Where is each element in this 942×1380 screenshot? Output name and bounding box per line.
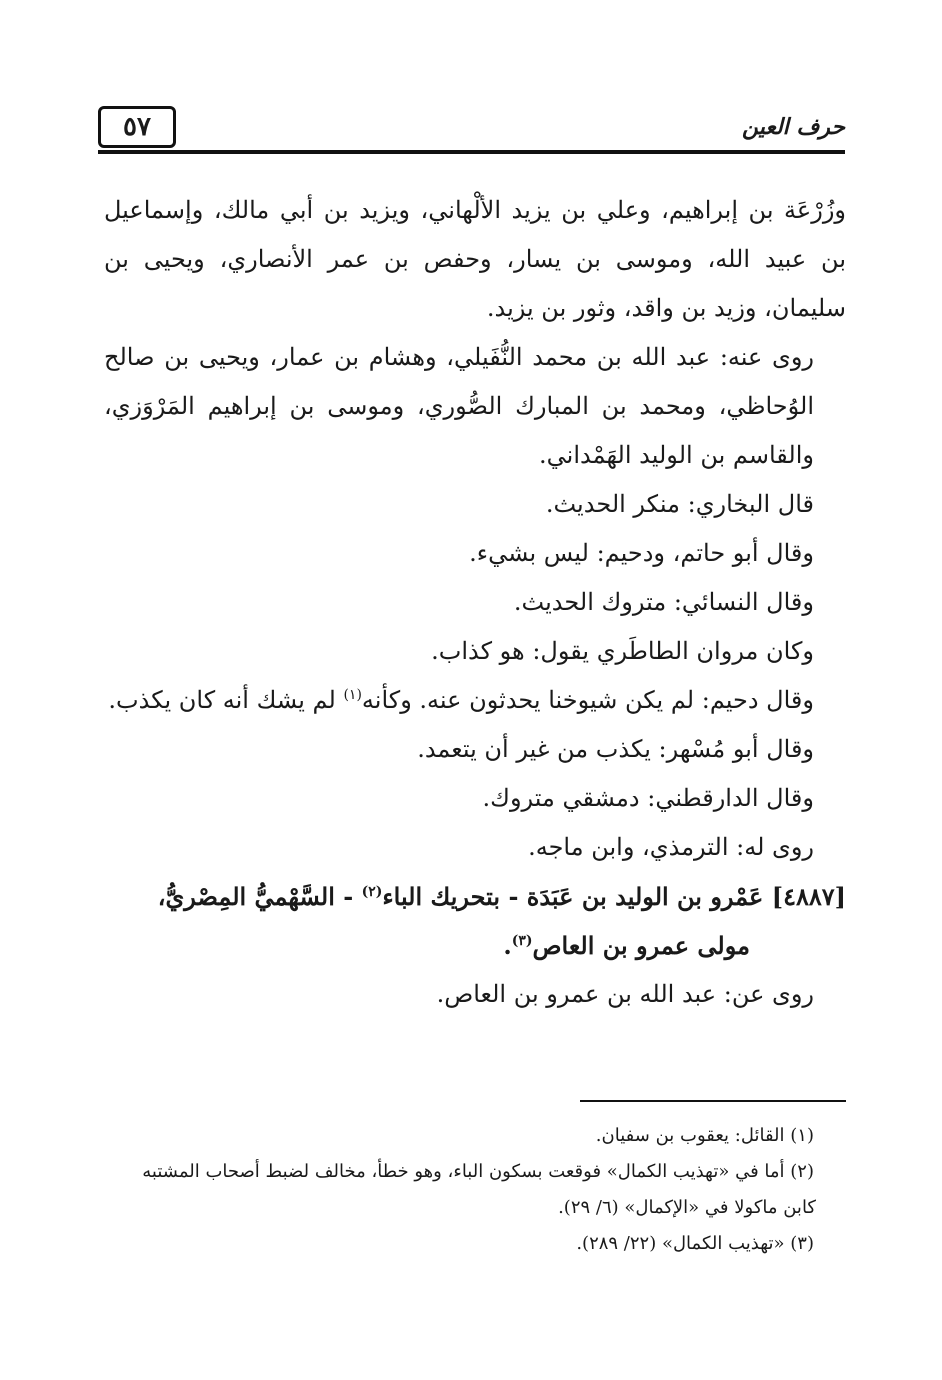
- chapter-title: حرف العين: [741, 114, 845, 140]
- footnote-2: (٢) أما في «تهذيب الكمال» فوقعت بسكون الباء، وهو خطأ، مخالف لضبط أصحاب المشتبه: [142, 1161, 814, 1182]
- footnote-3: (٣) «تهذيب الكمال» (٢٢/ ٢٨٩).: [576, 1233, 814, 1254]
- quote-daraqutni: وقال الدارقطني: دمشقي متروك.: [482, 784, 814, 812]
- footnotes: [104, 1118, 846, 1262]
- narrators-from-him: روى عنه: عبد الله بن محمد النُّفَيلي، وهشام بن عمار، ويحيى بن صالح الوُحاظي، ومحمد بن المبارك الصُّوري، وموسى بن إبراهيم المَرْوَزي، والقاسم بن الوليد الهَمْداني.: [104, 343, 814, 469]
- quote-duhaym-text-b: لم يشك أنه كان يكذب.: [108, 686, 344, 714]
- teachers-list: وزُرْعَة بن إبراهيم، وعلي بن يزيد الألْهاني، ويزيد بن أبي مالك، وإسماعيل بن عبيد الله، وموسى بن يسار، وحفص بن عمر الأنصاري، ويحيى بن سليمان، وزيد بن واقد، وثور بن يزيد.: [104, 196, 846, 322]
- main-text: [104, 186, 846, 1019]
- page-header: [98, 100, 845, 156]
- page-number: ٥٧: [98, 106, 176, 148]
- narrated-by: روى له: الترمذي، وابن ماجه.: [528, 833, 814, 861]
- quote-duhaym: [104, 676, 846, 725]
- footnote-1: (١) القائل: يعقوب بن سفيان.: [595, 1125, 814, 1146]
- footnote-ref-1[interactable]: (١): [343, 687, 362, 703]
- header-rule: [98, 150, 845, 154]
- entry-heading-d: .: [503, 931, 512, 960]
- quote-nasai: وقال النسائي: متروك الحديث.: [513, 588, 814, 616]
- entry-heading: [104, 872, 846, 970]
- footnote-2-continuation: كابن ماكولا في «الإكمال» (٦/ ٢٩).: [558, 1197, 816, 1218]
- entry-heading-line2: [104, 921, 846, 970]
- quote-bukhari: قال البخاري: منكر الحديث.: [545, 490, 814, 518]
- footnote-ref-3[interactable]: (٣): [511, 933, 533, 949]
- quote-marwan: وكان مروان الطاطَري يقول: هو كذاب.: [431, 637, 814, 665]
- quote-abu-mushir: وقال أبو مُسْهر: يكذب من غير أن يتعمد.: [417, 735, 814, 763]
- quote-duhaym-text-a: وقال دحيم: لم يكن شيوخنا يحدثون عنه. وكأنه: [361, 686, 814, 714]
- entry-heading-b: - السَّهْميُّ المِصْريُّ،: [157, 882, 362, 911]
- footnote-ref-2[interactable]: (٢): [361, 884, 383, 900]
- quote-abu-hatim: وقال أبو حاتم، ودحيم: ليس بشيء.: [469, 539, 814, 567]
- narrated-from: روى عن: عبد الله بن عمرو بن العاص.: [436, 980, 814, 1008]
- entry-heading-a: [٤٨٨٧] عَمْرو بن الوليد بن عَبَدَة - بتحريك الباء: [382, 882, 846, 911]
- footnote-separator: [580, 1100, 846, 1102]
- entry-heading-c: مولى عمرو بن العاص: [532, 931, 750, 960]
